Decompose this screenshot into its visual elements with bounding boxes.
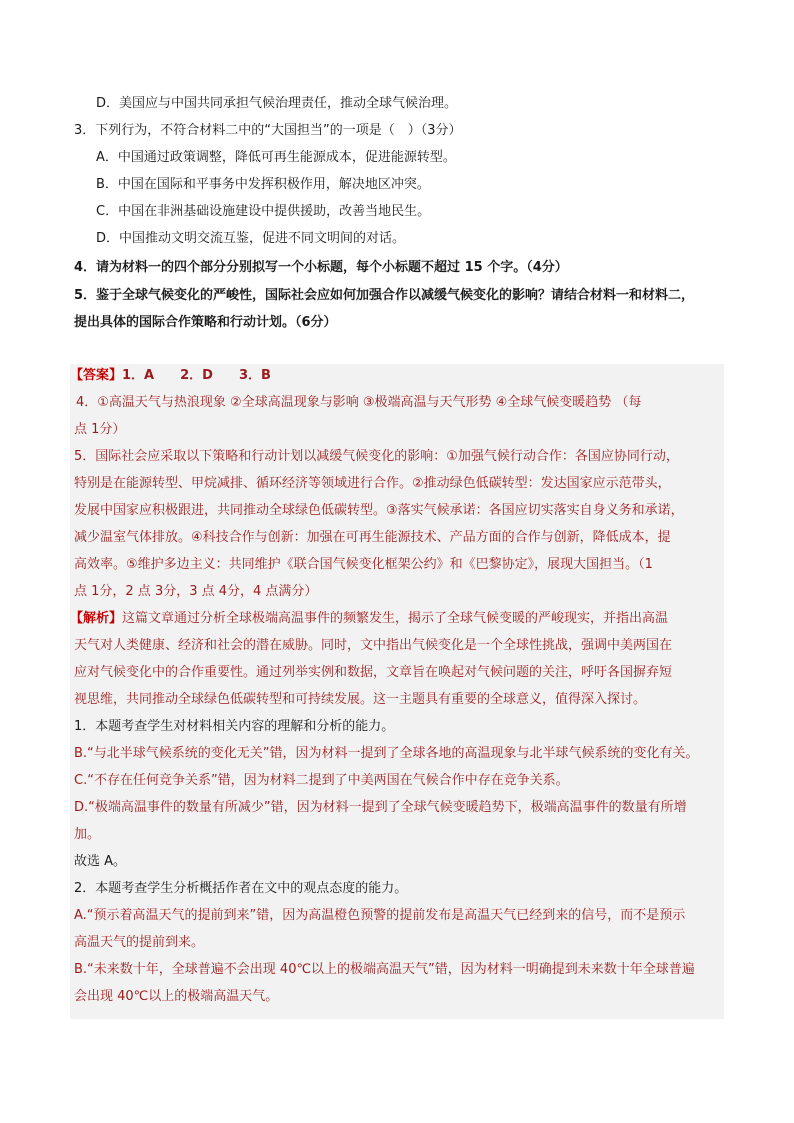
analysis-intro-3: 应对气候变化中的合作重要性。通过列举实例和数据，文章旨在唤起对气候问题的关注，呼吁各国摒弃短 [74,665,673,680]
analysis-p1-line-3: D.“极端高温事件的数量有所减少”错，因为材料一提到了全球气候变暖趋势下，极端高温事件的数量有所增 [74,800,687,815]
q3-stem: 3．下列行为，不符合材料二中的“大国担当”的一项是（ ）（3分） [74,123,462,138]
analysis-p2-title: 2．本题考查学生分析概括作者在文中的观点态度的能力。 [74,881,408,896]
q3-option-d: D．中国推动文明交流互鉴，促进不同文明间的对话。 [96,231,406,246]
analysis-p2-line-3: B.“未来数十年，全球普遍不会出现 40℃以上的极端高温天气”错，因为材料一明确提到未来数十年全球普遍 [74,962,695,977]
q5-stem-line-2: 提出具体的国际合作策略和行动计划。（6分） [74,315,337,330]
analysis-p1-line-4: 加。 [74,827,101,842]
q2-option-d: D．美国应与中国共同承担气候治理责任，推动全球气候治理。 [96,96,458,111]
analysis-intro-2: 天气对人类健康、经济和社会的潜在威胁。同时，文中指出气候变化是一个全球性挑战，强调中美两国在 [74,638,673,653]
analysis-p1-title: 1．本题考查学生对材料相关内容的理解和分析的能力。 [74,719,395,734]
answer-q5-line-4: 减少温室气体排放。④科技合作与创新：加强在可再生能源技术、产品方面的合作与创新，降低成本，提 [74,530,671,545]
analysis-p2-line-1: A.“预示着高温天气的提前到来”错，因为高温橙色预警的提前发布是高温天气已经到来的信号，而不是预示 [74,908,686,923]
q3-option-b: B．中国在国际和平事务中发挥积极作用，解决地区冲突。 [96,177,430,192]
analysis-line-1 [70,605,668,632]
answer-q5-line-1: 5．国际社会应采取以下策略和行动计划以减缓气候变化的影响：①加强气候行动合作：各国应协同行动， [74,449,679,464]
answer-heading [70,362,271,389]
analysis-intro-4: 视思维，共同推动全球绿色低碳转型和可持续发展。这一主题具有重要的全球意义，值得深入探讨。 [74,692,647,707]
q4-stem: 4．请为材料一的四个部分分别拟写一个小标题，每个小标题不超过 15 个字。（4分） [74,260,568,275]
q3-option-c: C．中国在非洲基础设施建设中提供援助，改善当地民生。 [96,204,431,219]
answer-q5-line-6: 点 1分，2 点 3分，3 点 4分，4 点满分） [74,584,318,599]
analysis-p1-line-2: C.“不存在任何竞争关系”错，因为材料二提到了中美两国在气候合作中存在竞争关系。 [74,773,569,788]
answer-choices: 1．A 2．D 3．B [122,368,271,383]
analysis-tag: 【解析】 [70,611,123,626]
analysis-intro-1: 这篇文章通过分析全球极端高温事件的频繁发生，揭示了全球气候变暖的严峻现实，并指出高温 [122,611,669,626]
answer-q5-line-3: 发展中国家应积极跟进，共同推动全球绿色低碳转型。③落实气候承诺：各国应切实落实自身义务和承诺， [74,503,684,518]
answer-q5-line-5: 高效率。⑤维护多边主义：共同维护《联合国气候变化框架公约》和《巴黎协定》，展现大国担当。（1 [74,557,653,572]
analysis-p1-conclusion: 故选 A。 [74,854,127,869]
q5-stem-line-1: 5．鉴于全球气候变化的严峻性，国际社会应如何加强合作以减缓气候变化的影响？请结合材料一和材料二， [74,288,695,303]
answer-q4-line-2: 点 1分） [74,422,126,437]
answer-q5-line-2: 特别是在能源转型、甲烷减排、循环经济等领域进行合作。②推动绿色低碳转型：发达国家应示范带头， [74,476,671,491]
analysis-p2-line-4: 会出现 40℃以上的极端高温天气。 [74,989,279,1004]
answer-tag: 【答案】 [70,368,123,383]
analysis-p2-line-2: 高温天气的提前到来。 [74,935,205,950]
q3-option-a: A．中国通过政策调整，降低可再生能源成本，促进能源转型。 [96,150,456,165]
analysis-p1-line-1: B.“与北半球气候系统的变化无关”错，因为材料一提到了全球各地的高温现象与北半球气候系统的变化有关。 [74,746,699,761]
answer-q4-line-1: 4．①高温天气与热浪现象 ②全球高温现象与影响 ③极端高温与天气形势 ④全球气候变暖趋势 （每 [76,395,642,410]
